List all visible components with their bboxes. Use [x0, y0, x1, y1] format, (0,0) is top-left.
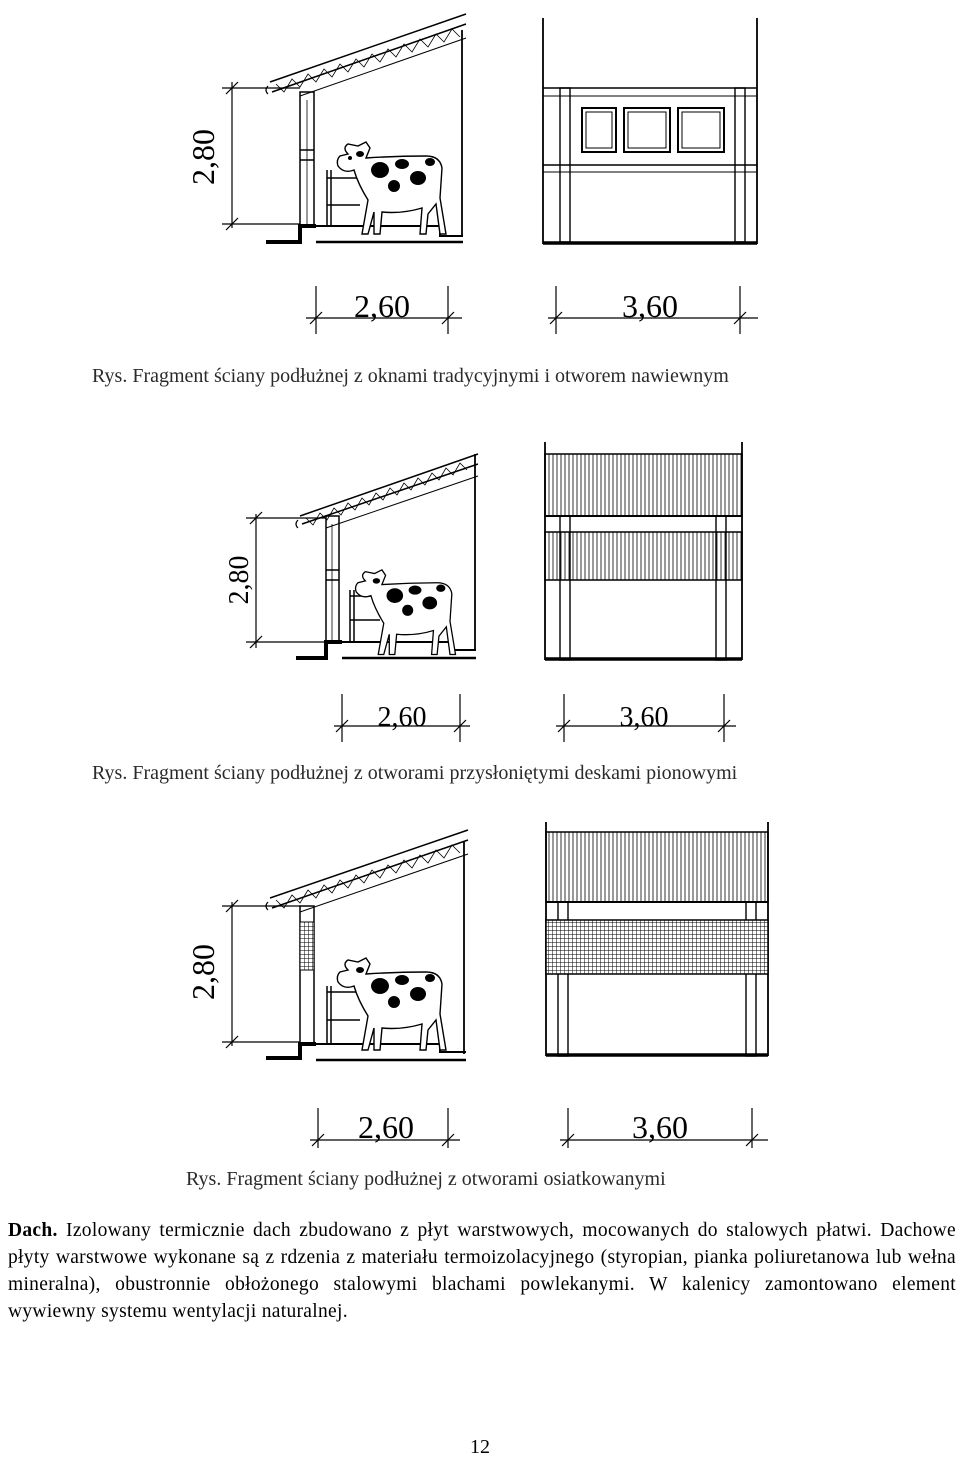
- figure-mesh-drawing: [0, 810, 960, 1150]
- width-label-right: 3,60: [622, 288, 678, 324]
- figure-vertical-boards-drawing: [0, 420, 960, 750]
- roof-truss-icon: [266, 14, 466, 96]
- height-label: 2,80: [224, 555, 255, 605]
- roof-truss-icon: [296, 454, 478, 528]
- cow-icon: [337, 142, 446, 234]
- width-label-left: 2,60: [358, 1109, 414, 1145]
- width-label-left: 2,60: [377, 702, 427, 733]
- height-label: 2,80: [185, 944, 221, 1000]
- cow-icon: [337, 958, 446, 1050]
- section-body: Izolowany termicznie dach zbudowano z płyt warstwowych, mocowanych do stalowych płatwi. Dachowe płyty warstwowe wykonane są z rdzenia z materiału termoizolacyjnego (styropian, pianka poliuretanowa lub wełna mineralna), obustronnie obłożonego stalowymi blachami powlekanymi. W kalenicy zamontowano element wywiewny systemu wentylacji naturalnej.: [8, 1220, 956, 1322]
- section-heading: Dach.: [8, 1220, 58, 1241]
- roof-description: [8, 1217, 956, 1325]
- figure-windows: [0, 0, 960, 400]
- width-label-right: 3,60: [632, 1109, 688, 1145]
- width-label-right: 3,60: [619, 702, 669, 733]
- figure-windows-drawing: [0, 0, 960, 340]
- figure-vertical-boards: [0, 420, 960, 790]
- page-number: 12: [470, 1436, 490, 1458]
- mesh-pattern-icon: [546, 920, 768, 974]
- figure-caption: Rys. Fragment ściany podłużnej z otworami osiatkowanymi: [186, 1168, 666, 1190]
- width-label-left: 2,60: [354, 288, 410, 324]
- figure-mesh: [0, 810, 960, 1200]
- roof-truss-icon: [266, 830, 468, 912]
- figure-caption: Rys. Fragment ściany podłużnej z oknami tradycyjnymi i otworem nawiewnym: [92, 365, 729, 387]
- figure-caption: Rys. Fragment ściany podłużnej z otworami przysłoniętymi deskami pionowymi: [92, 762, 738, 784]
- height-label: 2,80: [185, 129, 221, 185]
